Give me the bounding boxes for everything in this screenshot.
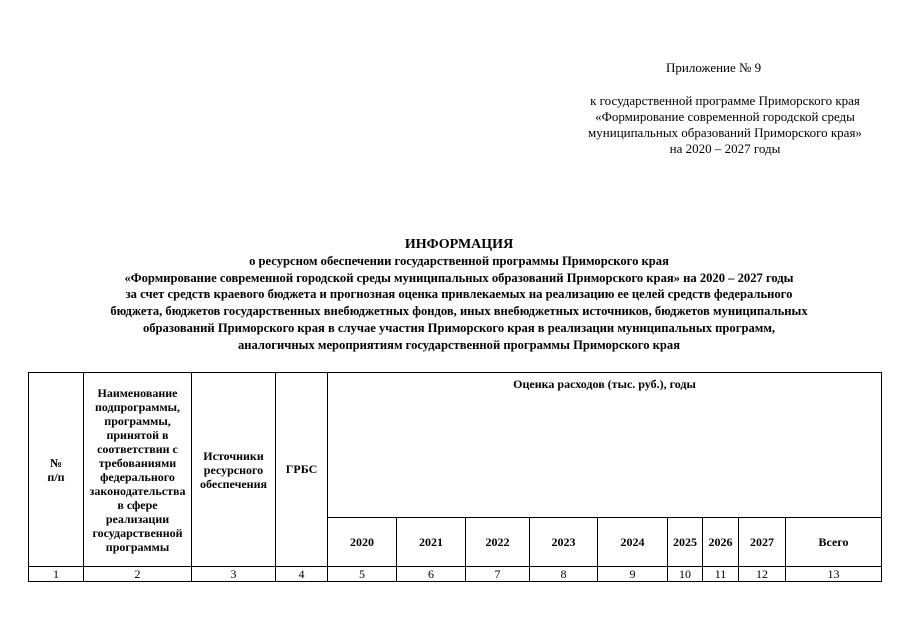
column-index: 7 xyxy=(466,567,530,582)
year-2026: 2026 xyxy=(703,518,739,567)
column-index: 4 xyxy=(276,567,328,582)
year-2023: 2023 xyxy=(530,518,598,567)
year-2024: 2024 xyxy=(598,518,668,567)
column-index: 1 xyxy=(29,567,84,582)
year-2021: 2021 xyxy=(397,518,466,567)
appendix-lines xyxy=(560,93,890,157)
heading-line: о ресурсном обеспечении государственной программы Приморского края xyxy=(249,254,669,268)
year-2020: 2020 xyxy=(328,518,397,567)
heading-line: за счет средств краевого бюджета и прогнозная оценка привлекаемых на реализацию ее целей средств федерального xyxy=(125,287,793,302)
column-index: 6 xyxy=(397,567,466,582)
year-2027: 2027 xyxy=(739,518,786,567)
column-index-row xyxy=(29,567,882,582)
document-heading xyxy=(20,236,898,353)
column-index: 9 xyxy=(598,567,668,582)
appendix-block xyxy=(560,60,890,157)
header-source: Источники ресурсного обеспечения xyxy=(192,373,276,567)
appendix-number: Приложение № 9 xyxy=(666,60,762,75)
header-money: Оценка расходов (тыс. руб.), годы xyxy=(328,373,882,518)
column-index: 13 xyxy=(786,567,882,582)
appendix-line: на 2020 – 2027 годы xyxy=(669,141,781,156)
year-total: Всего xyxy=(786,518,882,567)
appendix-line: «Формирование современной городской среды xyxy=(595,109,855,124)
appendix-line: муниципальных образований Приморского края» xyxy=(588,125,862,140)
header-grbs: ГРБС xyxy=(276,373,328,567)
column-index: 2 xyxy=(84,567,192,582)
column-index: 5 xyxy=(328,567,397,582)
heading-line: бюджета, бюджетов государственных внебюджетных фондов, иных внебюджетных источников, бюджетов муниципальных xyxy=(110,304,808,319)
heading-line: образований Приморского края в случае участия Приморского края в реализации муниципальных программ, xyxy=(142,320,776,335)
column-index: 8 xyxy=(530,567,598,582)
column-index: 11 xyxy=(703,567,739,582)
column-index: 12 xyxy=(739,567,786,582)
resource-table xyxy=(28,372,882,582)
column-index: 10 xyxy=(668,567,703,582)
appendix-line: к государственной программе Приморского края xyxy=(590,93,860,108)
document-title: ИНФОРМАЦИЯ xyxy=(404,237,514,252)
column-index: 3 xyxy=(192,567,276,582)
heading-line: «Формирование современной городской среды муниципальных образований Приморского края» на 2020 – 2027 годы xyxy=(124,270,794,285)
year-2025: 2025 xyxy=(668,518,703,567)
heading-line: аналогичных мероприятиям государственной программы Приморского края xyxy=(237,337,681,352)
header-name: Наименование подпрограммы, программы, принятой в соответствии с требованиями федерального законодательства в сфере реализации государственной программы xyxy=(84,373,192,567)
header-num: № п/п xyxy=(29,373,84,567)
year-2022: 2022 xyxy=(466,518,530,567)
